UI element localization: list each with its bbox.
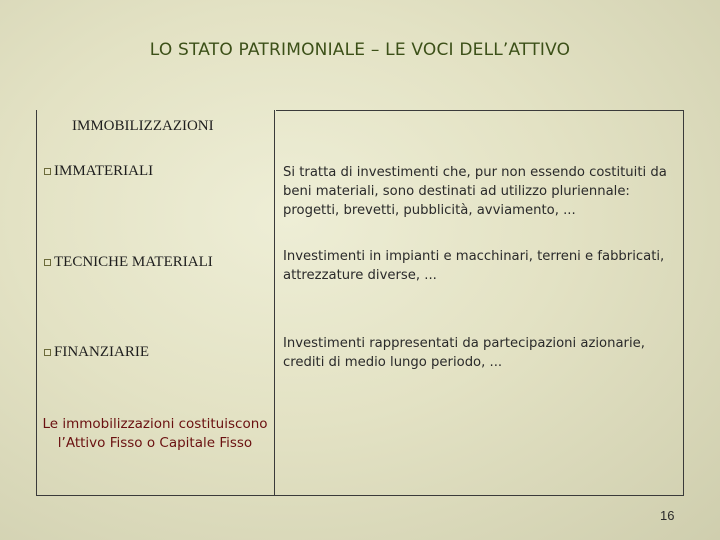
section-label: IMMOBILIZZAZIONI <box>72 118 214 134</box>
page-number: 16 <box>660 508 675 523</box>
checkbox-bullet-icon <box>44 349 51 356</box>
category-immateriali <box>44 163 153 180</box>
category-label: FINANZIARIE <box>54 344 149 360</box>
checkbox-bullet-icon <box>44 168 51 175</box>
category-finanziarie <box>44 344 149 361</box>
checkbox-bullet-icon <box>44 259 51 266</box>
column-divider <box>274 110 275 496</box>
category-tecniche-materiali <box>44 254 213 271</box>
category-label: IMMATERIALI <box>54 163 154 179</box>
table-top-border <box>276 110 684 111</box>
note-text: Le immobilizzazioni costituiscono l’Attivo Fisso o Capitale Fisso <box>42 416 268 451</box>
slide-title: LO STATO PATRIMONIALE – LE VOCI DELL’ATTIVO <box>149 40 571 60</box>
category-label: TECNICHE MATERIALI <box>54 254 213 270</box>
description-immateriali: Si tratta di investimenti che, pur non essendo costituiti da beni materiali, sono destinati ad utilizzo pluriennale: progetti, brevetti, pubblicità, avviamento, ... <box>283 165 667 218</box>
description-finanziarie: Investimenti rappresentati da partecipazioni azionarie, crediti di medio lungo periodo, ... <box>283 336 645 370</box>
description-tecniche-materiali: Investimenti in impianti e macchinari, terreni e fabbricati, attrezzature diverse, ... <box>283 249 665 283</box>
